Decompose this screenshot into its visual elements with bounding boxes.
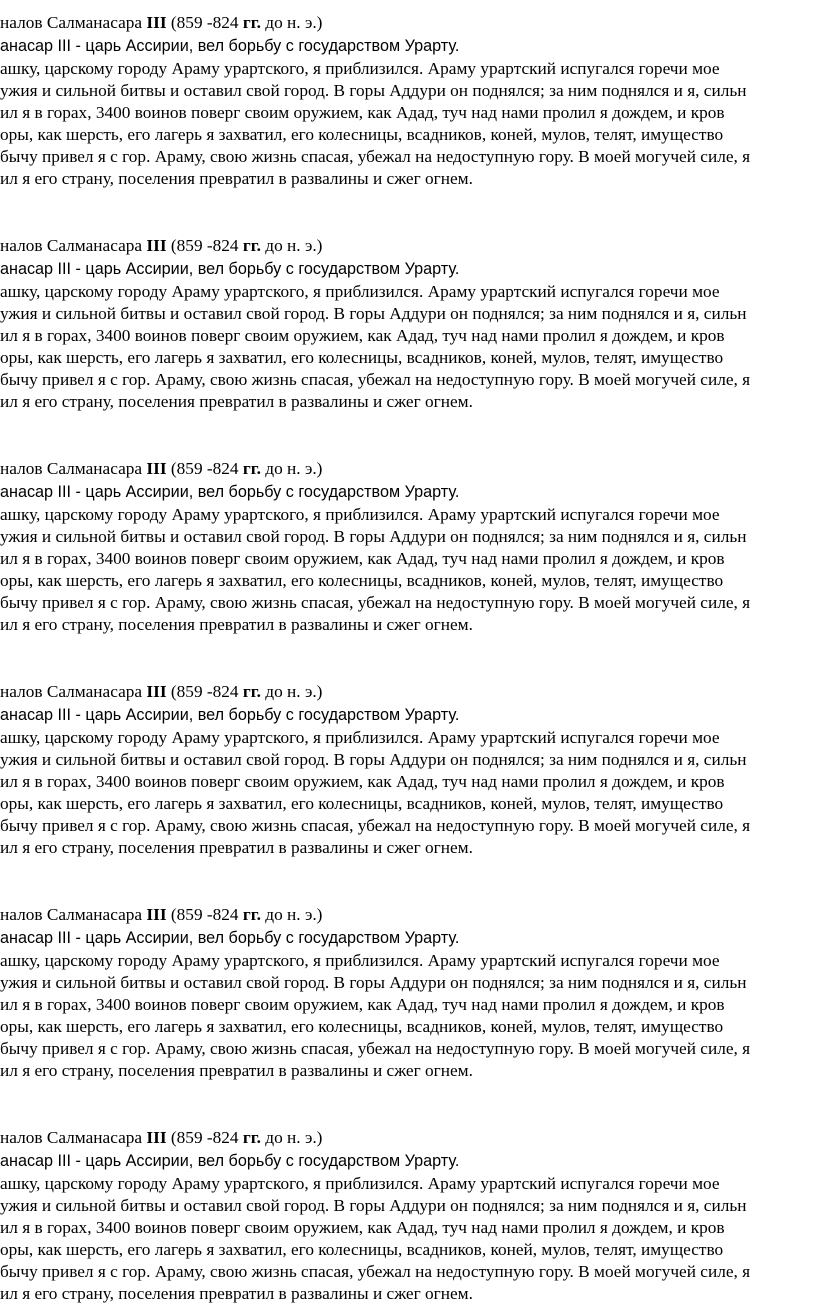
title-years: 859 -824 [176, 905, 243, 924]
excerpt-line: ужия и сильной битвы и оставил свой город. В горы Аддури он поднялся; за ним поднялся и я, сильн [0, 973, 747, 992]
title-roman: III [146, 236, 167, 255]
excerpt-title [0, 12, 322, 34]
excerpt-line: ил я в горах, 3400 воинов поверг своим оружием, как Адад, туч над нами пролил я дождем, и кров [0, 1218, 725, 1237]
excerpt-line: оры, как шерсть, его лагерь я захватил, его колесницы, всадников, коней, мулов, телят, имущество [0, 348, 724, 367]
excerpt-line: бычу привел я с гор. Араму, свою жизнь спасая, убежал на недоступную гору. В моей могучей силе, я [0, 1262, 751, 1281]
excerpt-line: ужия и сильной битвы и оставил свой город. В горы Аддури он поднялся; за ним поднялся и я, сильн [0, 527, 747, 546]
excerpt-line: бычу привел я с гор. Араму, свою жизнь спасая, убежал на недоступную гору. В моей могучей силе, я [0, 593, 751, 612]
title-open: ( [166, 682, 177, 701]
excerpt-line: оры, как шерсть, его лагерь я захватил, его колесницы, всадников, коней, мулов, телят, имущество [0, 125, 724, 144]
excerpt-line: бычу привел я с гор. Араму, свою жизнь спасая, убежал на недоступную гору. В моей могучей силе, я [0, 816, 751, 835]
title-open: ( [166, 13, 177, 32]
excerpt-line: ужия и сильной битвы и оставил свой город. В горы Аддури он поднялся; за ним поднялся и я, сильн [0, 1196, 747, 1215]
title-roman: III [146, 13, 167, 32]
excerpt-line: ил я его страну, поселения превратил в развалины и сжег огнем. [0, 169, 473, 188]
excerpt-line: ашку, царскому городу Араму урартского, я приблизился. Араму урартский испугался горечи мое [0, 505, 720, 524]
title-roman: III [146, 905, 167, 924]
excerpt-line: ил я его страну, поселения превратил в развалины и сжег огнем. [0, 1061, 473, 1080]
excerpt-line: ил я в горах, 3400 воинов поверг своим оружием, как Адад, туч над нами пролил я дождем, и кров [0, 549, 725, 568]
excerpt-subtitle: анасар III - царь Ассирии, вел борьбу с государством Урарту. [0, 483, 460, 501]
excerpt-line: ужия и сильной битвы и оставил свой город. В горы Аддури он поднялся; за ним поднялся и я, сильн [0, 750, 747, 769]
excerpt-title [0, 681, 322, 703]
excerpt-title [0, 235, 322, 257]
title-gg: гг. [242, 236, 261, 255]
excerpt-line: ужия и сильной битвы и оставил свой город. В горы Аддури он поднялся; за ним поднялся и я, сильн [0, 81, 747, 100]
title-era: до н. э.) [260, 682, 323, 701]
title-open: ( [166, 236, 177, 255]
excerpt-subtitle: анасар III - царь Ассирии, вел борьбу с государством Урарту. [0, 929, 460, 947]
excerpt-line: оры, как шерсть, его лагерь я захватил, его колесницы, всадников, коней, мулов, телят, имущество [0, 571, 724, 590]
title-years: 859 -824 [176, 13, 243, 32]
title-open: ( [166, 1128, 177, 1147]
excerpt-line: ил я его страну, поселения превратил в развалины и сжег огнем. [0, 392, 473, 411]
excerpt-line: бычу привел я с гор. Араму, свою жизнь спасая, убежал на недоступную гору. В моей могучей силе, я [0, 370, 751, 389]
excerpt-line: ил я в горах, 3400 воинов поверг своим оружием, как Адад, туч над нами пролил я дождем, и кров [0, 995, 725, 1014]
title-gg: гг. [242, 682, 261, 701]
excerpt-line: оры, как шерсть, его лагерь я захватил, его колесницы, всадников, коней, мулов, телят, имущество [0, 1017, 724, 1036]
title-prefix: налов Салманасара [0, 459, 147, 478]
excerpt-line: ил я его страну, поселения превратил в развалины и сжег огнем. [0, 615, 473, 634]
excerpt-line: оры, как шерсть, его лагерь я захватил, его колесницы, всадников, коней, мулов, телят, имущество [0, 1240, 724, 1259]
title-years: 859 -824 [176, 1128, 243, 1147]
excerpt-line: ашку, царскому городу Араму урартского, я приблизился. Араму урартский испугался горечи мое [0, 951, 720, 970]
excerpt-line: бычу привел я с гор. Араму, свою жизнь спасая, убежал на недоступную гору. В моей могучей силе, я [0, 1039, 751, 1058]
excerpt-subtitle: анасар III - царь Ассирии, вел борьбу с государством Урарту. [0, 1152, 460, 1170]
excerpt-line: ашку, царскому городу Араму урартского, я приблизился. Араму урартский испугался горечи мое [0, 728, 720, 747]
excerpt-title [0, 904, 322, 926]
title-roman: III [146, 682, 167, 701]
excerpt-line: ил я в горах, 3400 воинов поверг своим оружием, как Адад, туч над нами пролил я дождем, и кров [0, 772, 725, 791]
excerpt-line: ил я его страну, поселения превратил в развалины и сжег огнем. [0, 838, 473, 857]
title-years: 859 -824 [176, 236, 243, 255]
title-era: до н. э.) [260, 236, 323, 255]
title-gg: гг. [242, 13, 261, 32]
excerpt-line: ашку, царскому городу Араму урартского, я приблизился. Араму урартский испугался горечи мое [0, 59, 720, 78]
title-gg: гг. [242, 905, 261, 924]
title-roman: III [146, 1128, 167, 1147]
title-prefix: налов Салманасара [0, 905, 147, 924]
excerpt-subtitle: анасар III - царь Ассирии, вел борьбу с государством Урарту. [0, 706, 460, 724]
excerpt-title [0, 458, 322, 480]
title-open: ( [166, 905, 177, 924]
title-era: до н. э.) [260, 459, 323, 478]
title-prefix: налов Салманасара [0, 13, 147, 32]
excerpt-line: ил я в горах, 3400 воинов поверг своим оружием, как Адад, туч над нами пролил я дождем, и кров [0, 103, 725, 122]
excerpt-line: ашку, царскому городу Араму урартского, я приблизился. Араму урартский испугался горечи мое [0, 1174, 720, 1193]
title-roman: III [146, 459, 167, 478]
excerpt-line: ужия и сильной битвы и оставил свой город. В горы Аддури он поднялся; за ним поднялся и я, сильн [0, 304, 747, 323]
excerpt-line: ил я в горах, 3400 воинов поверг своим оружием, как Адад, туч над нами пролил я дождем, и кров [0, 326, 725, 345]
excerpt-subtitle: анасар III - царь Ассирии, вел борьбу с государством Урарту. [0, 260, 460, 278]
excerpt-subtitle: анасар III - царь Ассирии, вел борьбу с государством Урарту. [0, 37, 460, 55]
title-era: до н. э.) [260, 1128, 323, 1147]
title-prefix: налов Салманасара [0, 1128, 147, 1147]
title-prefix: налов Салманасара [0, 682, 147, 701]
title-prefix: налов Салманасара [0, 236, 147, 255]
excerpt-title [0, 1127, 322, 1149]
title-years: 859 -824 [176, 459, 243, 478]
excerpt-line: бычу привел я с гор. Араму, свою жизнь спасая, убежал на недоступную гору. В моей могучей силе, я [0, 147, 751, 166]
title-gg: гг. [242, 1128, 261, 1147]
title-era: до н. э.) [260, 905, 323, 924]
title-era: до н. э.) [260, 13, 323, 32]
excerpt-line: оры, как шерсть, его лагерь я захватил, его колесницы, всадников, коней, мулов, телят, имущество [0, 794, 724, 813]
excerpt-line: ил я его страну, поселения превратил в развалины и сжег огнем. [0, 1284, 473, 1303]
title-gg: гг. [242, 459, 261, 478]
excerpt-line: ашку, царскому городу Араму урартского, я приблизился. Араму урартский испугался горечи мое [0, 282, 720, 301]
title-open: ( [166, 459, 177, 478]
title-years: 859 -824 [176, 682, 243, 701]
